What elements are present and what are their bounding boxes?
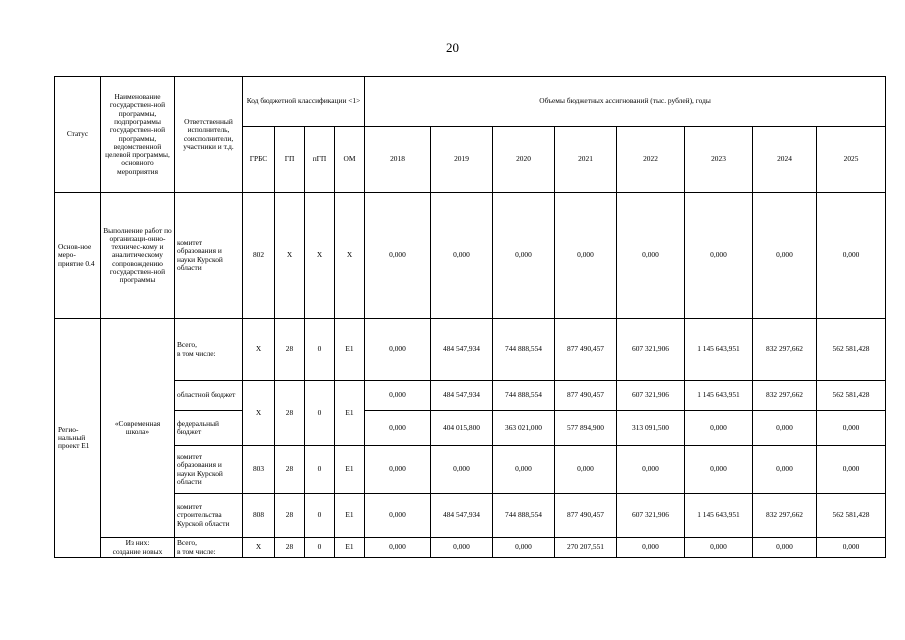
table-row-regional-budget [55,381,886,411]
cell-value: 0,000 [817,411,886,446]
header-om: ОМ [335,127,365,193]
table-row-education-committee [55,446,886,494]
cell-value: 484 547,934 [431,319,493,381]
cell-value: 744 888,554 [493,319,555,381]
cell-value: 0,000 [753,538,817,558]
cell-value: 0,000 [753,446,817,494]
cell-value: 607 321,906 [617,319,685,381]
cell-pgp: Х [305,193,335,319]
cell-grbs: 803 [243,446,275,494]
cell-value: 832 297,662 [753,494,817,538]
cell-value: 0,000 [493,538,555,558]
header-year: 2023 [685,127,753,193]
cell-value: 562 581,428 [817,319,886,381]
cell-gp: 28 [275,319,305,381]
header-year: 2018 [365,127,431,193]
cell-om: Е1 [335,319,365,381]
cell-value: 0,000 [685,193,753,319]
cell-grbs: Х [243,538,275,558]
cell-value: 313 091,500 [617,411,685,446]
header-gp: ГП [275,127,305,193]
cell-value: 0,000 [685,411,753,446]
cell-value: 877 490,457 [555,319,617,381]
cell-value: 0,000 [685,446,753,494]
header-year: 2019 [431,127,493,193]
cell-executor: комитет образования и науки Курской области [175,446,243,494]
cell-value: 0,000 [431,538,493,558]
cell-value: 0,000 [753,193,817,319]
cell-value: 832 297,662 [753,319,817,381]
cell-value: 0,000 [817,446,886,494]
cell-value: 0,000 [365,381,431,411]
header-year: 2020 [493,127,555,193]
cell-value: 562 581,428 [817,381,886,411]
table-row-main-activity [55,193,886,319]
cell-value: 0,000 [365,411,431,446]
cell-value: 0,000 [817,193,886,319]
header-grbs: ГРБС [243,127,275,193]
cell-executor: Всего, в том числе: [175,538,243,558]
header-row-1 [55,77,886,127]
cell-value: 0,000 [555,446,617,494]
cell-gp: Х [275,193,305,319]
cell-value: 0,000 [817,538,886,558]
cell-value: 0,000 [493,193,555,319]
cell-grbs: Х [243,319,275,381]
header-name: Наименование государствен-ной программы, подпрограммы государствен-ной программы, ведомственной целевой программы, основного мероприятия [101,77,175,193]
header-year: 2022 [617,127,685,193]
cell-pgp: 0 [305,319,335,381]
cell-value: 484 547,934 [431,494,493,538]
cell-value: 744 888,554 [493,494,555,538]
cell-executor: Всего, в том числе: [175,319,243,381]
cell-value: 877 490,457 [555,494,617,538]
cell-value: 0,000 [365,193,431,319]
cell-grbs: 802 [243,193,275,319]
header-pgp: пГП [305,127,335,193]
cell-executor: областной бюджет [175,381,243,411]
cell-value: 0,000 [365,494,431,538]
cell-value: 832 297,662 [753,381,817,411]
cell-value: 562 581,428 [817,494,886,538]
header-budget-code: Код бюджетной классификации <1> [243,77,365,127]
cell-gp: 28 [275,381,305,446]
header-year: 2021 [555,127,617,193]
cell-value: 607 321,906 [617,381,685,411]
cell-gp: 28 [275,446,305,494]
cell-value: 577 894,900 [555,411,617,446]
page-number: 20 [446,40,459,55]
cell-value: 0,000 [555,193,617,319]
cell-value: 1 145 643,951 [685,381,753,411]
cell-pgp: 0 [305,494,335,538]
cell-executor: федеральный бюджет [175,411,243,446]
table-row-project-total [55,319,886,381]
table-row-new-creation [55,538,886,558]
cell-value: 270 207,551 [555,538,617,558]
cell-om: Е1 [335,494,365,538]
cell-value: 0,000 [365,538,431,558]
cell-pgp: 0 [305,446,335,494]
cell-om: Е1 [335,446,365,494]
cell-project-status: Регио-нальный проект Е1 [55,319,101,558]
cell-name: Выполнение работ по организаци-онно-техничес-кому и аналитическому сопровождению государствен-ной программы [101,193,175,319]
cell-value: 0,000 [685,538,753,558]
cell-value: 0,000 [617,446,685,494]
cell-value: 877 490,457 [555,381,617,411]
cell-value: 0,000 [365,319,431,381]
cell-pgp: 0 [305,381,335,446]
cell-value: 0,000 [431,193,493,319]
table-row-construction-committee [55,494,886,538]
table-row-federal-budget [55,411,886,446]
cell-value: 0,000 [493,446,555,494]
cell-grbs: Х [243,381,275,446]
header-year: 2024 [753,127,817,193]
cell-value: 363 021,000 [493,411,555,446]
cell-value: 607 321,906 [617,494,685,538]
cell-value: 484 547,934 [431,381,493,411]
header-volumes: Объемы бюджетных ассигнований (тыс. рублей), годы [365,77,886,127]
cell-om: Е1 [335,381,365,446]
cell-name: Из них: создание новых [101,538,175,558]
cell-value: 0,000 [617,193,685,319]
cell-value: 744 888,554 [493,381,555,411]
cell-value: 0,000 [753,411,817,446]
cell-value: 1 145 643,951 [685,494,753,538]
cell-pgp: 0 [305,538,335,558]
cell-grbs: 808 [243,494,275,538]
cell-value: 1 145 643,951 [685,319,753,381]
cell-value: 0,000 [617,538,685,558]
header-year: 2025 [817,127,886,193]
cell-executor: комитет строительства Курской области [175,494,243,538]
header-status: Статус [55,77,101,193]
cell-project-name: «Современная школа» [101,319,175,538]
cell-om: Е1 [335,538,365,558]
cell-status: Основ-ное меро-приятие 0.4 [55,193,101,319]
cell-om: Х [335,193,365,319]
cell-gp: 28 [275,494,305,538]
cell-value: 404 015,800 [431,411,493,446]
cell-executor: комитет образования и науки Курской области [175,193,243,319]
header-executor: Ответственный исполнитель, соисполнители, участники и т.д. [175,77,243,193]
cell-value: 0,000 [431,446,493,494]
cell-value: 0,000 [365,446,431,494]
budget-table [54,76,886,558]
cell-gp: 28 [275,538,305,558]
